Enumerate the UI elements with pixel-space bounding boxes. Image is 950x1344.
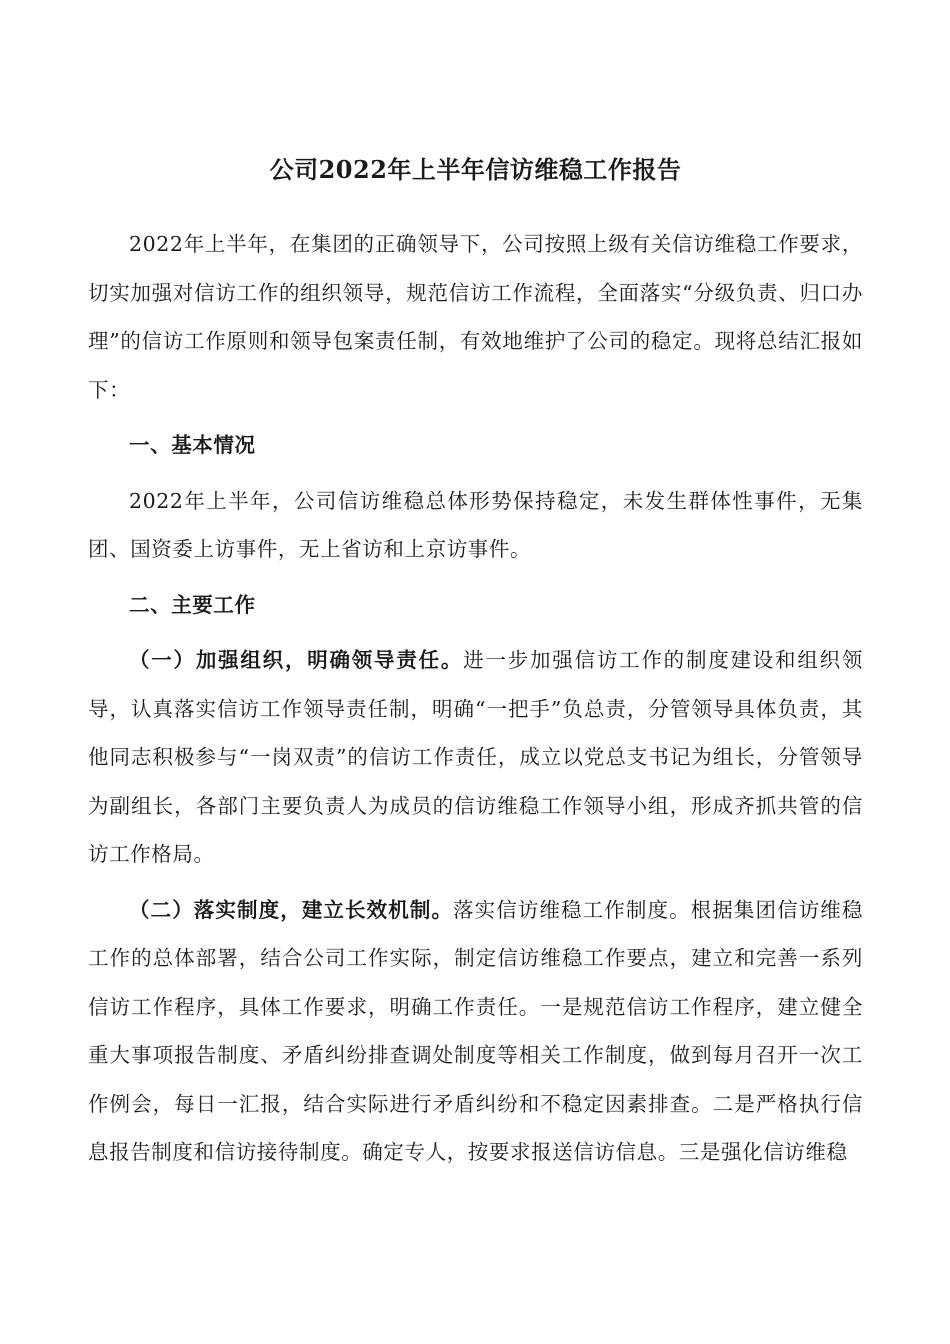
main-work-item-1 — [88, 636, 863, 879]
document-title: 公司2022年上半年信访维稳工作报告 — [269, 155, 682, 184]
item-2-body: 落实信访维稳工作制度。根据集团信访维稳工作的总体部署，结合公司工作实际，制定信访维稳工作要点，建立和完善一系列信访工作程序，具体工作要求，明确工作责任。一是规范信访工作程序，建立健全重大事项报告制度、矛盾纠纷排查调处制度等相关工作制度，做到每月召开一次工作例会，每日一汇报，结合实际进行矛盾纠纷和不稳定因素排查。二是严格执行信息报告制度和信访接待制度。确定专人，按要求报送信访信息。三是强化信访维稳 — [88, 897, 863, 1164]
section-heading-main-work: 二、主要工作 — [129, 592, 256, 617]
item-1-body: 进一步加强信访工作的制度建设和组织领导，认真落实信访工作领导责任制，明确“一把手”负总责，分管领导具体负责，其他同志积极参与“一岗双责”的信访工作责任，成立以党总支书记为组长，分管领导为副组长，各部门主要负责人为成员的信访维稳工作领导小组，形成齐抓共管的信访工作格局。 — [88, 648, 863, 866]
document-body — [88, 150, 863, 1184]
section-heading-basic-situation: 一、基本情况 — [129, 433, 256, 457]
item-2-lead: （二）落实制度，建立长效机制。 — [129, 897, 454, 922]
main-work-item-2 — [88, 886, 863, 1177]
intro-paragraph: 2022年上半年，在集团的正确领导下，公司按照上级有关信访维稳工作要求，切实加强对信访工作的组织领导，规范信访工作流程，全面落实“分级负责、归口办理”的信访工作原则和领导包案责任制，有效地维护了公司的稳定。现将总结汇报如下： — [88, 232, 863, 402]
item-1-lead: （一）加强组织，明确领导责任。 — [129, 648, 464, 672]
basic-situation-paragraph: 2022年上半年，公司信访维稳总体形势保持稳定，未发生群体性事件，无集团、国资委上访事件，无上省访和上京访事件。 — [88, 488, 863, 561]
